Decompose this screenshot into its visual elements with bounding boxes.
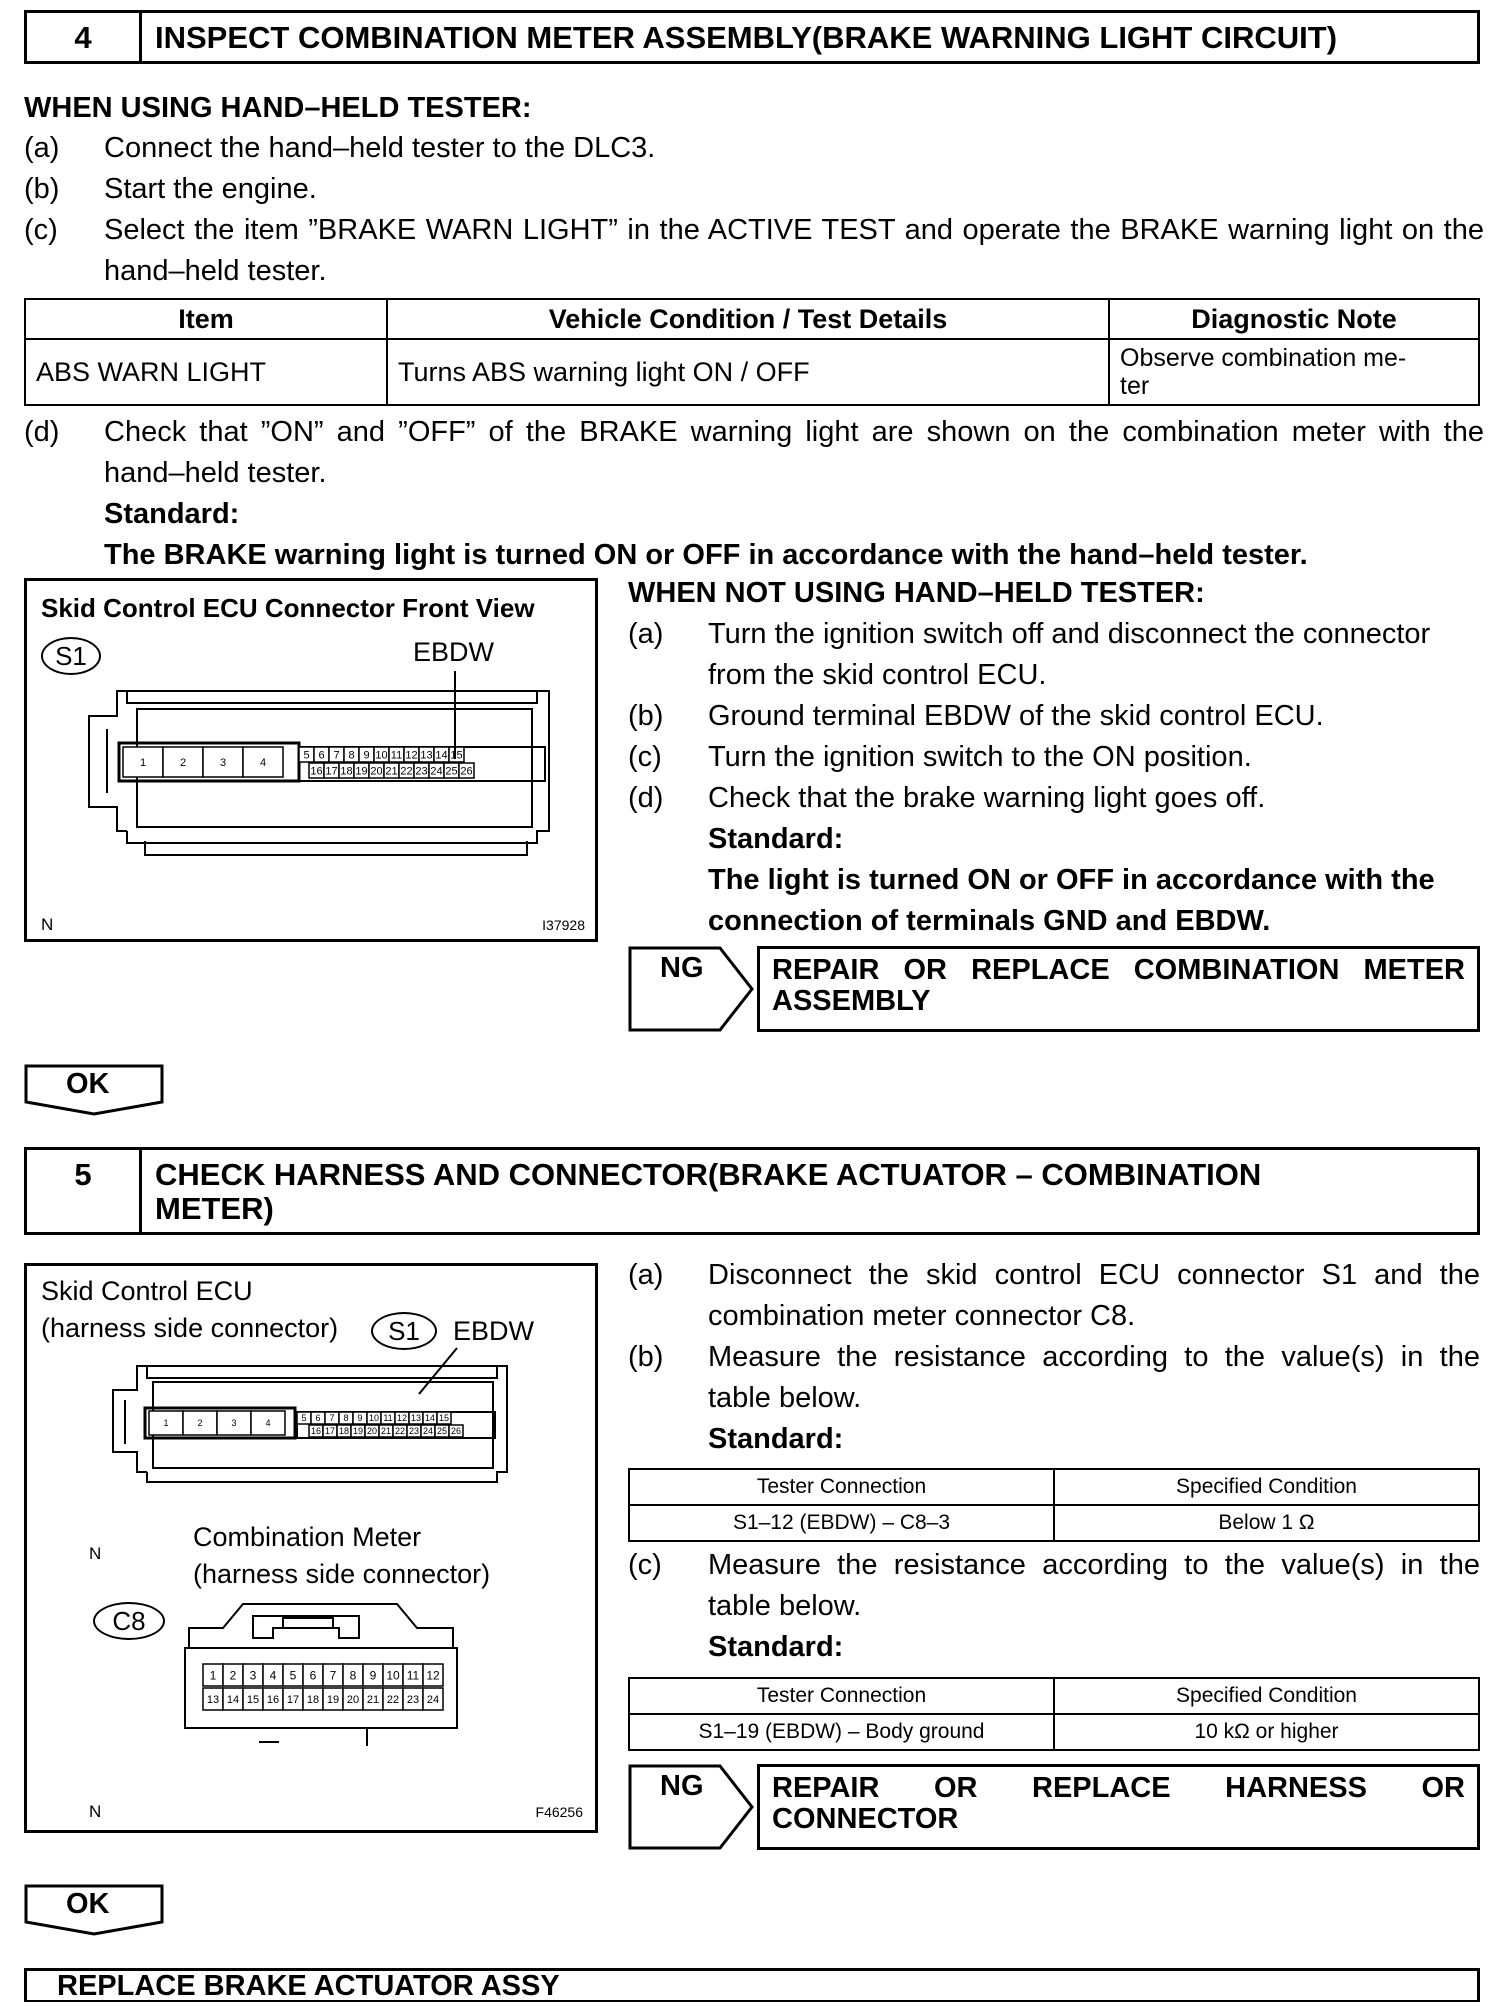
ok-label-1: OK	[66, 1068, 110, 1100]
ng-label-2: NG	[660, 1770, 704, 1802]
ng-action-box-1	[757, 946, 1480, 1032]
ecu-top-pin-label: 6	[318, 749, 325, 762]
meter-bottom-pin-label: 21	[366, 1693, 380, 1706]
step5-step-c	[628, 1545, 1480, 1627]
harness-top-pin-label: 14	[424, 1413, 436, 1424]
ecu-bottom-pin-label: 16	[310, 765, 323, 778]
meter-bottom-pin-label: 22	[386, 1693, 400, 1706]
step-label: (a)	[24, 132, 60, 164]
harness-bottom-pin-label: 20	[366, 1426, 378, 1437]
final-action-box	[24, 1968, 1480, 2002]
meter-bottom-pin-label: 17	[286, 1693, 300, 1706]
t2-header-condition: Specified Condition	[1054, 1678, 1479, 1714]
step-label: (a)	[628, 618, 664, 650]
step-label: (c)	[24, 214, 58, 246]
meter-label-2: (harness side connector)	[193, 1559, 491, 1589]
no-tester-step-d	[628, 778, 1480, 819]
harness-bottom-pin-label: 24	[422, 1426, 434, 1437]
harness-big-pin-label: 1	[163, 1418, 169, 1429]
meter-top-pin-label: 1	[209, 1668, 217, 1683]
meter-top-pin-label: 2	[229, 1668, 237, 1683]
harness-drawing	[27, 1266, 595, 1830]
step-text: Check that the brake warning light goes off.	[708, 782, 1266, 814]
th-condition: Vehicle Condition / Test Details	[387, 299, 1109, 339]
corner-n-2: N	[89, 1544, 102, 1563]
t2-header-connection: Tester Connection	[629, 1678, 1054, 1714]
step4-divider	[139, 13, 142, 61]
ecu-bottom-pin-label: 18	[340, 765, 353, 778]
harness-big-pin-label: 3	[231, 1418, 237, 1429]
no-tester-standard-text: The light is turned ON or OFF in accordance with the connection of terminals GND and EBDW.	[708, 864, 1435, 937]
standard-text: The BRAKE warning light is turned ON or OFF in accordance with the hand–held tester.	[104, 539, 1308, 571]
meter-bottom-pin-label: 16	[266, 1693, 280, 1706]
ng-action-box-2	[757, 1764, 1480, 1850]
ecu-top-pin-label: 5	[303, 749, 310, 762]
no-tester-step-c	[628, 737, 1480, 778]
s1-label: S1	[55, 641, 87, 671]
ebdw-label-2: EBDW	[453, 1316, 534, 1346]
meter-bottom-pin-label: 13	[206, 1693, 220, 1706]
ecu-top-pin-label: 8	[348, 749, 355, 762]
ecu-bottom-pin-label: 24	[430, 765, 443, 778]
step-label: (d)	[628, 782, 664, 814]
meter-top-pin-label: 11	[406, 1668, 420, 1683]
td-note: Observe combination me- ter	[1109, 339, 1479, 405]
resistance-table-1	[628, 1468, 1480, 1542]
harness-top-pin-label: 12	[396, 1413, 408, 1424]
meter-top-pin-label: 12	[426, 1668, 440, 1683]
ecu-connector-drawing	[27, 581, 595, 939]
meter-bottom-pin-label: 24	[426, 1693, 440, 1706]
meter-bottom-pin-label: 15	[246, 1693, 260, 1706]
harness-bottom-pin-label: 18	[338, 1426, 350, 1437]
meter-top-pin-label: 7	[329, 1668, 337, 1683]
active-test-table	[24, 298, 1480, 406]
standard-label-b: Standard:	[708, 1423, 844, 1455]
standard-label-c: Standard:	[708, 1631, 844, 1663]
harness-top-pin-label: 11	[383, 1413, 393, 1424]
meter-top-pin-label: 6	[309, 1668, 317, 1683]
step-label: (b)	[628, 700, 664, 732]
figure-title: Skid Control ECU Connector Front View	[41, 593, 535, 623]
ecu-bottom-pin-label: 26	[460, 765, 473, 778]
ecu-big-pin-label: 4	[259, 756, 267, 769]
step4-title: INSPECT COMBINATION METER ASSEMBLY(BRAKE WARNING LIGHT CIRCUIT)	[155, 20, 1338, 55]
harness-bottom-pin-label: 21	[380, 1426, 392, 1437]
meter-bottom-pin-label: 20	[346, 1693, 360, 1706]
ng-action-text-2: REPAIR OR REPLACE HARNESS OR CONNECTOR	[772, 1772, 1465, 1835]
meter-bottom-pin-label: 18	[306, 1693, 320, 1706]
ecu-bottom-pin-label: 25	[445, 765, 458, 778]
ecu-top-pin-label: 13	[420, 749, 433, 762]
harness-top-pin-label: 15	[438, 1413, 450, 1424]
ecu-big-pin-label: 1	[139, 756, 147, 769]
meter-label-1: Combination Meter	[193, 1522, 422, 1552]
harness-bottom-pin-label: 17	[324, 1426, 336, 1437]
step-text: Measure the resistance according to the value(s) in the table below.	[708, 1341, 1480, 1414]
step-text: Measure the resistance according to the value(s) in the table below.	[708, 1549, 1480, 1622]
t2-condition: 10 kΩ or higher	[1054, 1714, 1479, 1750]
ecu-top-pin-label: 14	[435, 749, 448, 762]
meter-top-pin-label: 3	[249, 1668, 257, 1683]
harness-top-pin-label: 6	[315, 1413, 321, 1424]
ecu-bottom-pin-label: 21	[385, 765, 398, 778]
ecu-top-pin-label: 10	[375, 749, 388, 762]
th-item: Item	[25, 299, 387, 339]
harness-big-pin-label: 2	[197, 1418, 203, 1429]
step-label: (b)	[24, 173, 60, 205]
ecu-top-pin-label: 12	[405, 749, 418, 762]
ecu-label-2: (harness side connector)	[41, 1313, 339, 1343]
meter-top-pin-label: 8	[349, 1668, 357, 1683]
no-tester-step-a	[628, 614, 1480, 696]
step-text: Turn the ignition switch off and disconnect the connector from the skid control ECU.	[708, 618, 1431, 691]
tester-heading: WHEN USING HAND–HELD TESTER:	[24, 92, 532, 124]
harness-bottom-pin-label: 25	[436, 1426, 448, 1437]
harness-top-pin-label: 7	[329, 1413, 335, 1424]
corner-n: N	[41, 915, 54, 934]
step-text: Check that ”ON” and ”OFF” of the BRAKE warning light are shown on the combination meter with the hand–held tester.	[104, 416, 1484, 489]
ecu-bottom-pin-label: 22	[400, 765, 413, 778]
step5-step-b	[628, 1337, 1480, 1419]
harness-big-pin-label: 4	[265, 1418, 271, 1429]
ecu-top-pin-label: 15	[450, 749, 463, 762]
ecu-big-pins	[123, 747, 283, 777]
step-label: (c)	[628, 1549, 662, 1581]
harness-bottom-pin-label: 16	[310, 1426, 322, 1437]
meter-top-pin-label: 5	[289, 1668, 297, 1683]
meter-bottom-pin-label: 14	[226, 1693, 240, 1706]
step-text: Ground terminal EBDW of the skid control ECU.	[708, 700, 1324, 732]
harness-top-pin-label: 13	[410, 1413, 422, 1424]
harness-bottom-pin-label: 19	[352, 1426, 364, 1437]
harness-figure	[24, 1263, 598, 1833]
step5-step-a	[628, 1255, 1480, 1337]
ecu-top-pin-label: 9	[363, 749, 370, 762]
ecu-bottom-pin-label: 17	[325, 765, 338, 778]
step5-number: 5	[74, 1157, 92, 1192]
td-item: ABS WARN LIGHT	[25, 339, 387, 405]
ecu-label-1: Skid Control ECU	[41, 1276, 253, 1306]
meter-bottom-pin-label: 23	[406, 1693, 420, 1706]
ecu-small-pins	[299, 747, 474, 778]
resistance-table-2	[628, 1677, 1480, 1751]
ecu-top-pin-label: 7	[333, 749, 340, 762]
ecu-bottom-pin-label: 19	[355, 765, 368, 778]
step-text: Disconnect the skid control ECU connector S1 and the combination meter connector C8.	[708, 1259, 1480, 1332]
t1-connection: S1–12 (EBDW) – C8–3	[629, 1505, 1054, 1541]
tester-step-d	[24, 412, 1484, 576]
ng-label-1: NG	[660, 952, 704, 984]
step-text: Turn the ignition switch to the ON position.	[708, 741, 1252, 773]
harness-top-pin-label: 8	[343, 1413, 349, 1424]
no-tester-steps	[628, 614, 1480, 942]
corner-n-3: N	[89, 1802, 102, 1821]
step5-divider	[139, 1150, 142, 1232]
meter-top-pin-label: 4	[269, 1668, 277, 1683]
step4-header	[24, 10, 1480, 64]
step-label: (a)	[628, 1259, 664, 1291]
step5-step-c-block	[628, 1545, 1480, 1668]
tester-steps	[24, 128, 1484, 292]
meter-bottom-pin-label: 19	[326, 1693, 340, 1706]
no-tester-step-b	[628, 696, 1480, 737]
tester-step-c	[24, 210, 1484, 292]
tester-step-b	[24, 169, 1484, 210]
step5-steps-ab	[628, 1255, 1480, 1460]
step-text: Connect the hand–held tester to the DLC3.	[104, 132, 656, 164]
step-label: (d)	[24, 416, 60, 448]
figure-id-2: F46256	[535, 1804, 583, 1820]
harness-bottom-pin-label: 22	[394, 1426, 406, 1437]
meter-top-pin-label: 9	[369, 1668, 377, 1683]
t1-header-connection: Tester Connection	[629, 1469, 1054, 1505]
final-action-title: REPLACE BRAKE ACTUATOR ASSY	[57, 1970, 560, 2002]
step-text: Select the item ”BRAKE WARN LIGHT” in the ACTIVE TEST and operate the BRAKE warning light on the hand–held tester.	[104, 214, 1484, 287]
th-note: Diagnostic Note	[1109, 299, 1479, 339]
ecu-top-pin-label: 11	[390, 749, 403, 762]
ecu-bottom-pin-label: 23	[415, 765, 428, 778]
td-condition: Turns ABS warning light ON / OFF	[387, 339, 1109, 405]
tester-step-a	[24, 128, 1484, 169]
step5-header	[24, 1147, 1480, 1235]
s1-label-2: S1	[388, 1316, 420, 1346]
harness-top-pin-label: 10	[368, 1413, 380, 1424]
step4-number: 4	[74, 20, 92, 55]
t1-header-condition: Specified Condition	[1054, 1469, 1479, 1505]
step-label: (b)	[628, 1341, 664, 1373]
harness-bottom-pin-label: 23	[408, 1426, 420, 1437]
t1-condition: Below 1 Ω	[1054, 1505, 1479, 1541]
no-tester-standard-label: Standard:	[708, 823, 844, 855]
t2-connection: S1–19 (EBDW) – Body ground	[629, 1714, 1054, 1750]
ecu-bottom-pin-label: 20	[370, 765, 383, 778]
meter-top-pin-label: 10	[386, 1668, 400, 1683]
step-label: (c)	[628, 741, 662, 773]
ebdw-label: EBDW	[413, 637, 494, 667]
ok-label-2: OK	[66, 1888, 110, 1920]
ng-action-text-1: REPAIR OR REPLACE COMBINATION METER ASSEMBLY	[772, 954, 1465, 1017]
no-tester-heading: WHEN NOT USING HAND–HELD TESTER:	[628, 577, 1205, 609]
figure-id: I37928	[542, 917, 585, 933]
c8-label: C8	[112, 1606, 146, 1636]
step5-title: CHECK HARNESS AND CONNECTOR(BRAKE ACTUATOR – COMBINATION METER)	[155, 1157, 1262, 1226]
step-text: Start the engine.	[104, 173, 317, 205]
harness-top-pin-label: 9	[357, 1413, 363, 1424]
ecu-connector-figure	[24, 578, 598, 942]
standard-label: Standard:	[104, 498, 240, 530]
ecu-big-pin-label: 3	[219, 756, 227, 769]
ecu-big-pin-label: 2	[179, 756, 187, 769]
harness-top-pin-label: 5	[301, 1413, 307, 1424]
harness-bottom-pin-label: 26	[450, 1426, 462, 1437]
